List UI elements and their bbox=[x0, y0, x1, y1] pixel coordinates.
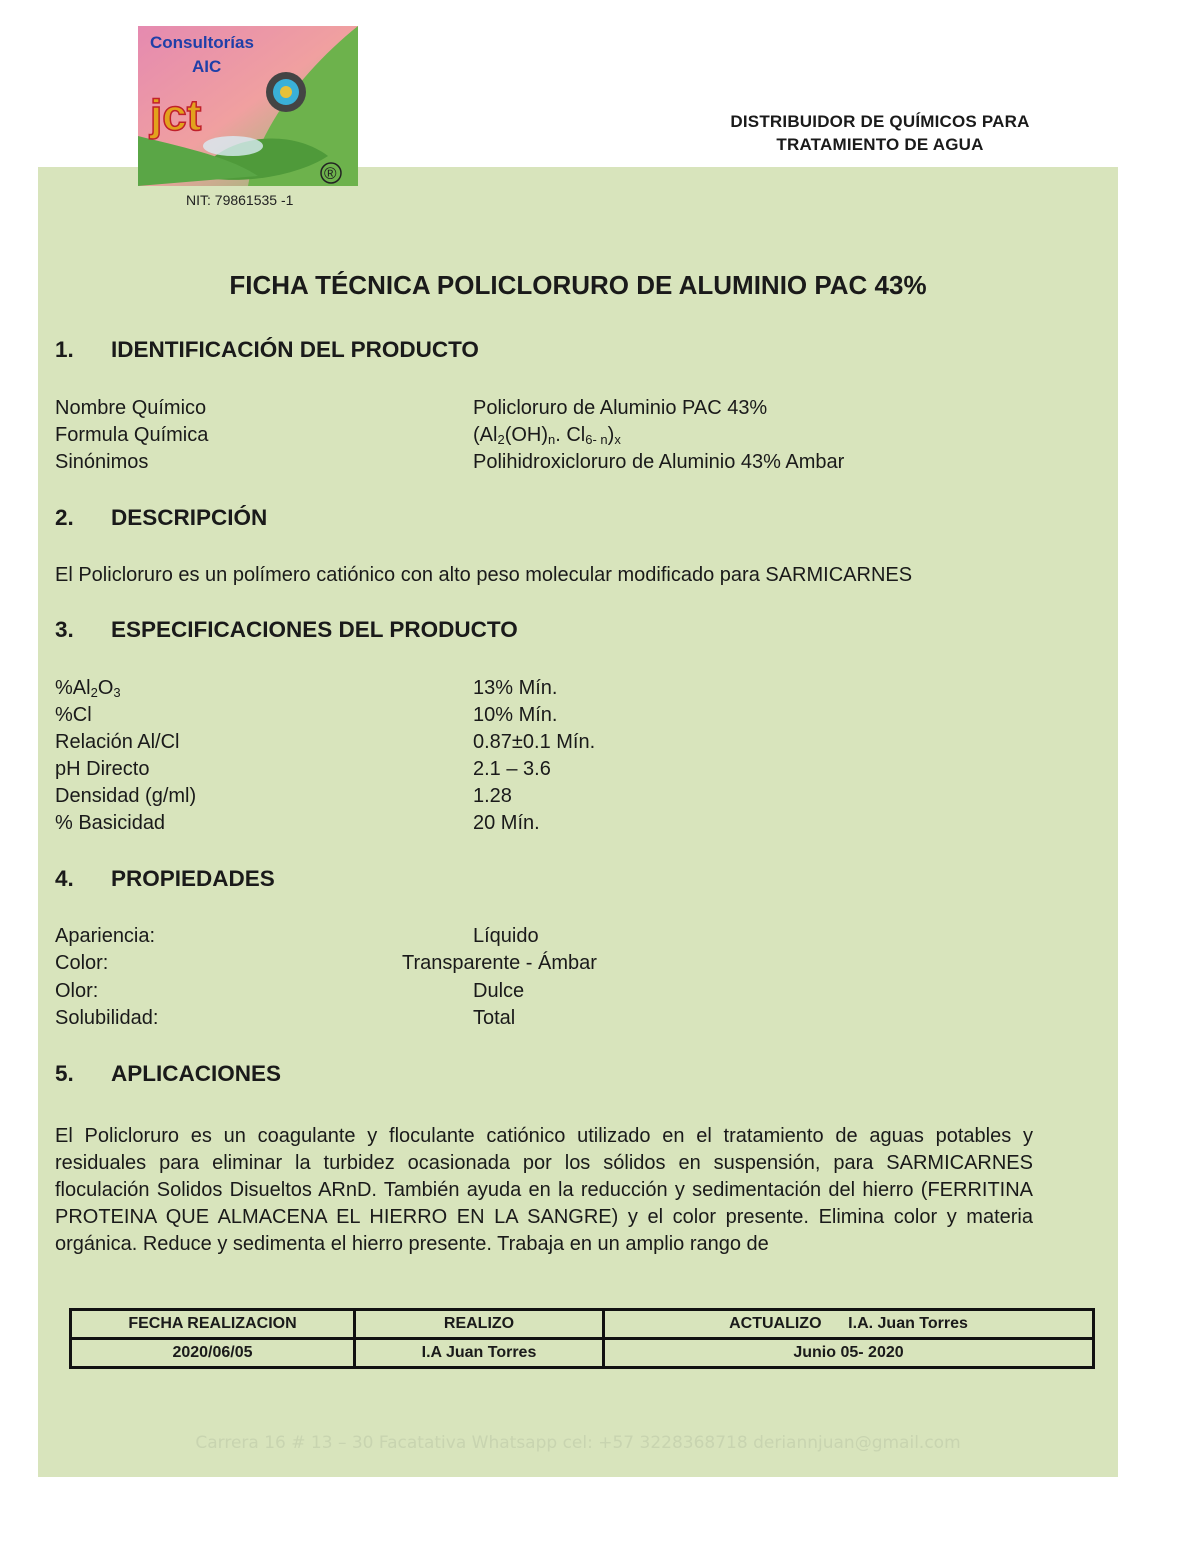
row-value: Polihidroxicloruro de Aluminio 43% Ambar bbox=[473, 451, 845, 473]
row-label: Sinónimos bbox=[55, 451, 149, 473]
property-row bbox=[55, 950, 597, 977]
row-label: Formula Química bbox=[55, 424, 209, 446]
row-value: Total bbox=[473, 1007, 516, 1029]
spec-row bbox=[55, 729, 596, 756]
header-realizo: REALIZO bbox=[355, 1310, 604, 1339]
alumina-label: $\%Al_2O_3$ bbox=[55, 677, 121, 700]
row-value: 13% Mín. bbox=[473, 677, 558, 699]
spec-row bbox=[55, 756, 551, 783]
identification-row bbox=[55, 395, 768, 422]
header-line-1: DISTRIBUIDOR DE QUÍMICOS PARA bbox=[730, 112, 1030, 131]
header-fecha: FECHA REALIZACION bbox=[71, 1310, 355, 1339]
row-label: Relación Al/Cl bbox=[55, 731, 180, 753]
section-number: 5. bbox=[55, 1061, 74, 1086]
identification-row bbox=[55, 449, 845, 476]
row-label: Nombre Químico bbox=[55, 397, 207, 419]
section-title: DESCRIPCIÓN bbox=[111, 505, 268, 530]
header-actualizo: ACTUALIZO I.A. Juan Torres bbox=[604, 1310, 1094, 1339]
row-label: % Basicidad bbox=[55, 812, 166, 834]
contact-footer: Carrera 16 # 13 – 30 Facatativa Whatsapp cel: +57 3228368718 deriannjuan@gmail.com bbox=[195, 1433, 961, 1453]
row-value: 0.87±0.1 Mín. bbox=[473, 731, 596, 753]
page-background-panel bbox=[38, 167, 1118, 1477]
section-title: IDENTIFICACIÓN DEL PRODUCTO bbox=[111, 337, 479, 362]
logo-line2: AIC bbox=[192, 57, 222, 76]
row-label: pH Directo bbox=[55, 758, 150, 780]
nit-number: NIT: 79861535 -1 bbox=[186, 192, 294, 208]
section-title: PROPIEDADES bbox=[111, 866, 275, 891]
row-label: Olor: bbox=[55, 980, 99, 1002]
row-value: Transparente - Ámbar bbox=[402, 952, 597, 974]
applications-text: El Policloruro es un coagulante y floculante catiónico utilizado en el tratamiento de aguas potables y residuales para eliminar la turbidez ocasionada por los sólidos en suspensión, para SARMICARNES floculación Solidos Disueltos ARnD. También ayuda en la reducción y sedimentación del hierro (FERRITINA PROTEINA QUE ALMACENA EL HIERRO EN LA SANGRE) y el color presente. Elimina color y materia orgánica. Reduce y sedimenta el hierro presente. Trabaja en un amplio rango de bbox=[55, 1125, 1033, 1255]
section-4-heading bbox=[55, 866, 275, 892]
section-title: ESPECIFICACIONES DEL PRODUCTO bbox=[111, 617, 518, 642]
spec-row bbox=[55, 702, 558, 729]
spec-row bbox=[55, 783, 512, 810]
identification-row bbox=[55, 422, 621, 449]
logo-line1: Consultorías bbox=[150, 33, 254, 52]
revision-table bbox=[69, 1308, 1095, 1369]
row-label: Solubilidad: bbox=[55, 1007, 159, 1029]
company-logo bbox=[138, 26, 358, 186]
spec-row bbox=[55, 675, 558, 702]
logo-brand: jct bbox=[150, 91, 202, 140]
section-5-heading bbox=[55, 1061, 281, 1087]
section-number: 1. bbox=[55, 337, 74, 362]
row-label: %Cl bbox=[55, 704, 92, 726]
logo-registered: ® bbox=[324, 164, 337, 183]
table-row bbox=[71, 1339, 1094, 1368]
row-value: 2.1 – 3.6 bbox=[473, 758, 551, 780]
header-line-2: TRATAMIENTO DE AGUA bbox=[776, 135, 984, 154]
row-value: 10% Mín. bbox=[473, 704, 558, 726]
header-tagline bbox=[690, 110, 1070, 156]
property-row bbox=[55, 1005, 516, 1032]
row-value: Policloruro de Aluminio PAC 43% bbox=[473, 397, 768, 419]
row-value: Dulce bbox=[473, 980, 525, 1002]
cell-date: 2020/06/05 bbox=[71, 1339, 355, 1368]
section-number: 3. bbox=[55, 617, 74, 642]
section-title: APLICACIONES bbox=[111, 1061, 282, 1086]
section-number: 4. bbox=[55, 866, 74, 891]
page-title: FICHA TÉCNICA POLICLORURO DE ALUMINIO PAC 43% bbox=[229, 270, 927, 300]
section-3-heading bbox=[55, 617, 518, 643]
section-2-heading bbox=[55, 505, 267, 531]
property-row bbox=[55, 923, 539, 950]
row-value: Líquido bbox=[473, 925, 539, 947]
spec-row bbox=[55, 810, 540, 837]
description-text: El Policloruro es un polímero catiónico con alto peso molecular modificado para SARMICARNES bbox=[55, 564, 913, 586]
chemical-formula: ($Al_2(OH)_n$. $Cl_{6- n})_x$ bbox=[473, 424, 621, 447]
row-label: Color: bbox=[55, 952, 109, 974]
row-value: 20 Mín. bbox=[473, 812, 540, 834]
row-label: Apariencia: bbox=[55, 925, 156, 947]
row-label: Densidad (g/ml) bbox=[55, 785, 197, 807]
cell-author: I.A Juan Torres bbox=[355, 1339, 604, 1368]
table-header-row bbox=[71, 1310, 1094, 1339]
section-1-heading bbox=[55, 337, 479, 363]
row-value: 1.28 bbox=[473, 785, 512, 807]
cell-updated: Junio 05- 2020 bbox=[604, 1339, 1094, 1368]
property-row bbox=[55, 978, 525, 1005]
section-number: 2. bbox=[55, 505, 74, 530]
